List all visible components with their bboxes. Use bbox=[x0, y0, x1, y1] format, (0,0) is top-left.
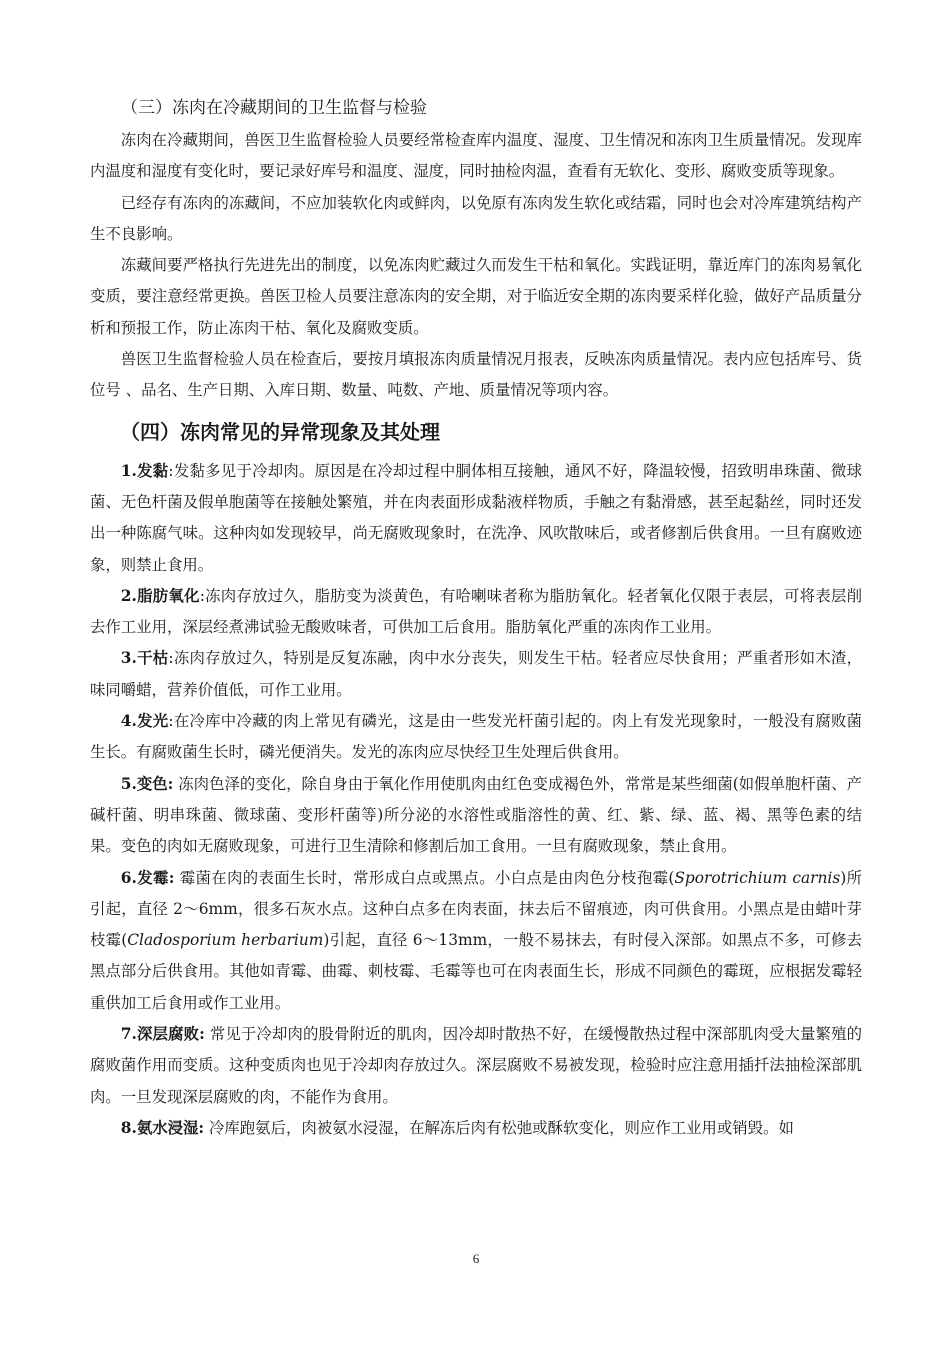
item-term: 3.干枯 bbox=[120, 649, 169, 668]
item-term: 2.脂肪氧化 bbox=[120, 586, 200, 605]
item-text: :冻肉存放过久，特别是反复冻融，肉中水分丧失，则发生干枯。轻者应尽快食用；严重者形如木渣，味同嚼蜡，营养价值低，可作工业用。 bbox=[90, 649, 863, 699]
section-4-heading: （四）冻肉常见的异常现象及其处理 bbox=[120, 419, 440, 444]
item-text: 常见于冷却肉的股骨附近的肌肉，因冷却时散热不好，在缓慢散热过程中深部肌肉受大量繁殖的腐败菌作用而变质。这种变质肉也见于冷却肉存放过久。深层腐败不易被发现，检验时应注意用插扦法抽检深部肌肉。一旦发现深层腐败的肉，不能作为食用。 bbox=[90, 1025, 862, 1106]
page-number: 6 bbox=[472, 1251, 480, 1266]
item-fat-oxidation bbox=[90, 581, 862, 644]
item-text: )引起，直径 6～13mm，一般不易抹去，有时侵入深部。如黑点不多，可修去黑点部分后供食用。其他如青霉、曲霉、刺枝霉、毛霉等也可在肉表面生长，形成不同颜色的霉斑，应根据发霉轻重供加工后食用或作工业用。 bbox=[90, 931, 862, 1012]
item-text: :在冷库中冷藏的肉上常见有磷光，这是由一些发光杆菌引起的。肉上有发光现象时，一般没有腐败菌生长。有腐败菌生长时，磷光便消失。发光的冻肉应尽快经卫生处理后供食用。 bbox=[90, 712, 863, 762]
item-ammonia-soaking bbox=[90, 1113, 862, 1144]
item-term: 6.发霉: bbox=[120, 868, 175, 887]
item-luminescence bbox=[90, 706, 862, 769]
paragraph: 冻藏间要严格执行先进先出的制度，以免冻肉贮藏过久而发生干枯和氧化。实践证明，靠近库门的冻肉易氧化变质，要注意经常更换。兽医卫检人员要注意冻肉的安全期，对于临近安全期的冻肉要采样化验，做好产品质量分析和预报工作，防止冻肉干枯、氧化及腐败变质。 bbox=[90, 256, 862, 337]
item-deep-spoilage bbox=[90, 1019, 862, 1113]
item-text: )所引起，直径 2～6mm，很多石灰水点。这种白点多在肉表面，抹去后不留痕迹，肉可供食用。小黑点是由蜡叶芽枝霉( bbox=[90, 868, 862, 950]
item-text: :发黏多见于冷却肉。原因是在冷却过程中胴体相互接触，通风不好，降温较慢，招致明串珠菌、微球菌、无色杆菌及假单胞菌等在接触处繁殖，并在肉表面形成黏液样物质，手触之有黏滑感，甚至起黏丝，同时还发出一种陈腐气味。这种肉如发现较早，尚无腐败现象时，在洗净、风吹散味后，或者修割后供食用。一旦有腐败迹象，则禁止食用。 bbox=[90, 461, 863, 574]
item-term: 7.深层腐败: bbox=[120, 1025, 205, 1044]
item-term: 8.氨水浸湿: bbox=[120, 1118, 205, 1137]
scientific-name: Sporotrichium carnis bbox=[674, 868, 841, 887]
document-page bbox=[90, 93, 862, 1144]
item-text: 冷库跑氨后，肉被氨水浸湿，在解冻后肉有松弛或酥软变化，则应作工业用或销毁。如 bbox=[204, 1118, 794, 1137]
item-discoloration bbox=[90, 769, 862, 863]
scientific-name: Cladosporium herbarium bbox=[127, 931, 324, 950]
item-term: 5.变色: bbox=[120, 774, 174, 793]
item-text: :冻肉存放过久，脂肪变为淡黄色，有哈喇味者称为脂肪氧化。轻者氧化仅限于表层，可将表层削去作工业用，深层经煮沸试验无酸败味者，可供加工后食用。脂肪氧化严重的冻肉作工业用。 bbox=[90, 586, 862, 637]
item-mold bbox=[90, 863, 862, 1019]
paragraph: 冻肉在冷藏期间，兽医卫生监督检验人员要经常检查库内温度、湿度、卫生情况和冻肉卫生质量情况。发现库内温度和湿度有变化时，要记录好库号和温度、湿度，同时抽检肉温，查看有无软化、变形、腐败变质等现象。 bbox=[90, 131, 862, 181]
section-3-heading: （三）冻肉在冷藏期间的卫生监督与检验 bbox=[121, 98, 427, 118]
item-term: 1.发黏 bbox=[120, 461, 169, 480]
item-sticky bbox=[90, 456, 862, 581]
paragraph: 已经存有冻肉的冻藏间，不应加装软化肉或鲜肉，以免原有冻肉发生软化或结霜，同时也会对冷库建筑结构产生不良影响。 bbox=[90, 193, 862, 243]
paragraph: 兽医卫生监督检验人员在检查后，要按月填报冻肉质量情况月报表，反映冻肉质量情况。表内应包括库号、货位号 、品名、生产日期、入库日期、数量、吨数、产地、质量情况等项内容。 bbox=[90, 350, 862, 400]
item-text: 冻肉色泽的变化，除自身由于氧化作用使肌肉由红色变成褐色外，常常是某些细菌(如假单胞杆菌、产碱杆菌、明串珠菌、微球菌、变形杆菌等)所分泌的水溶性或脂溶性的黄、红、紫、绿、蓝、褐、黑等色素的结果。变色的肉如无腐败现象，可进行卫生清除和修割后加工食用。一旦有腐败现象，禁止食用。 bbox=[90, 774, 863, 856]
item-term: 4.发光 bbox=[120, 712, 169, 731]
item-text: 霉菌在肉的表面生长时，常形成白点或黑点。小白点是由肉色分枝孢霉( bbox=[174, 868, 675, 887]
item-drying bbox=[90, 643, 862, 706]
